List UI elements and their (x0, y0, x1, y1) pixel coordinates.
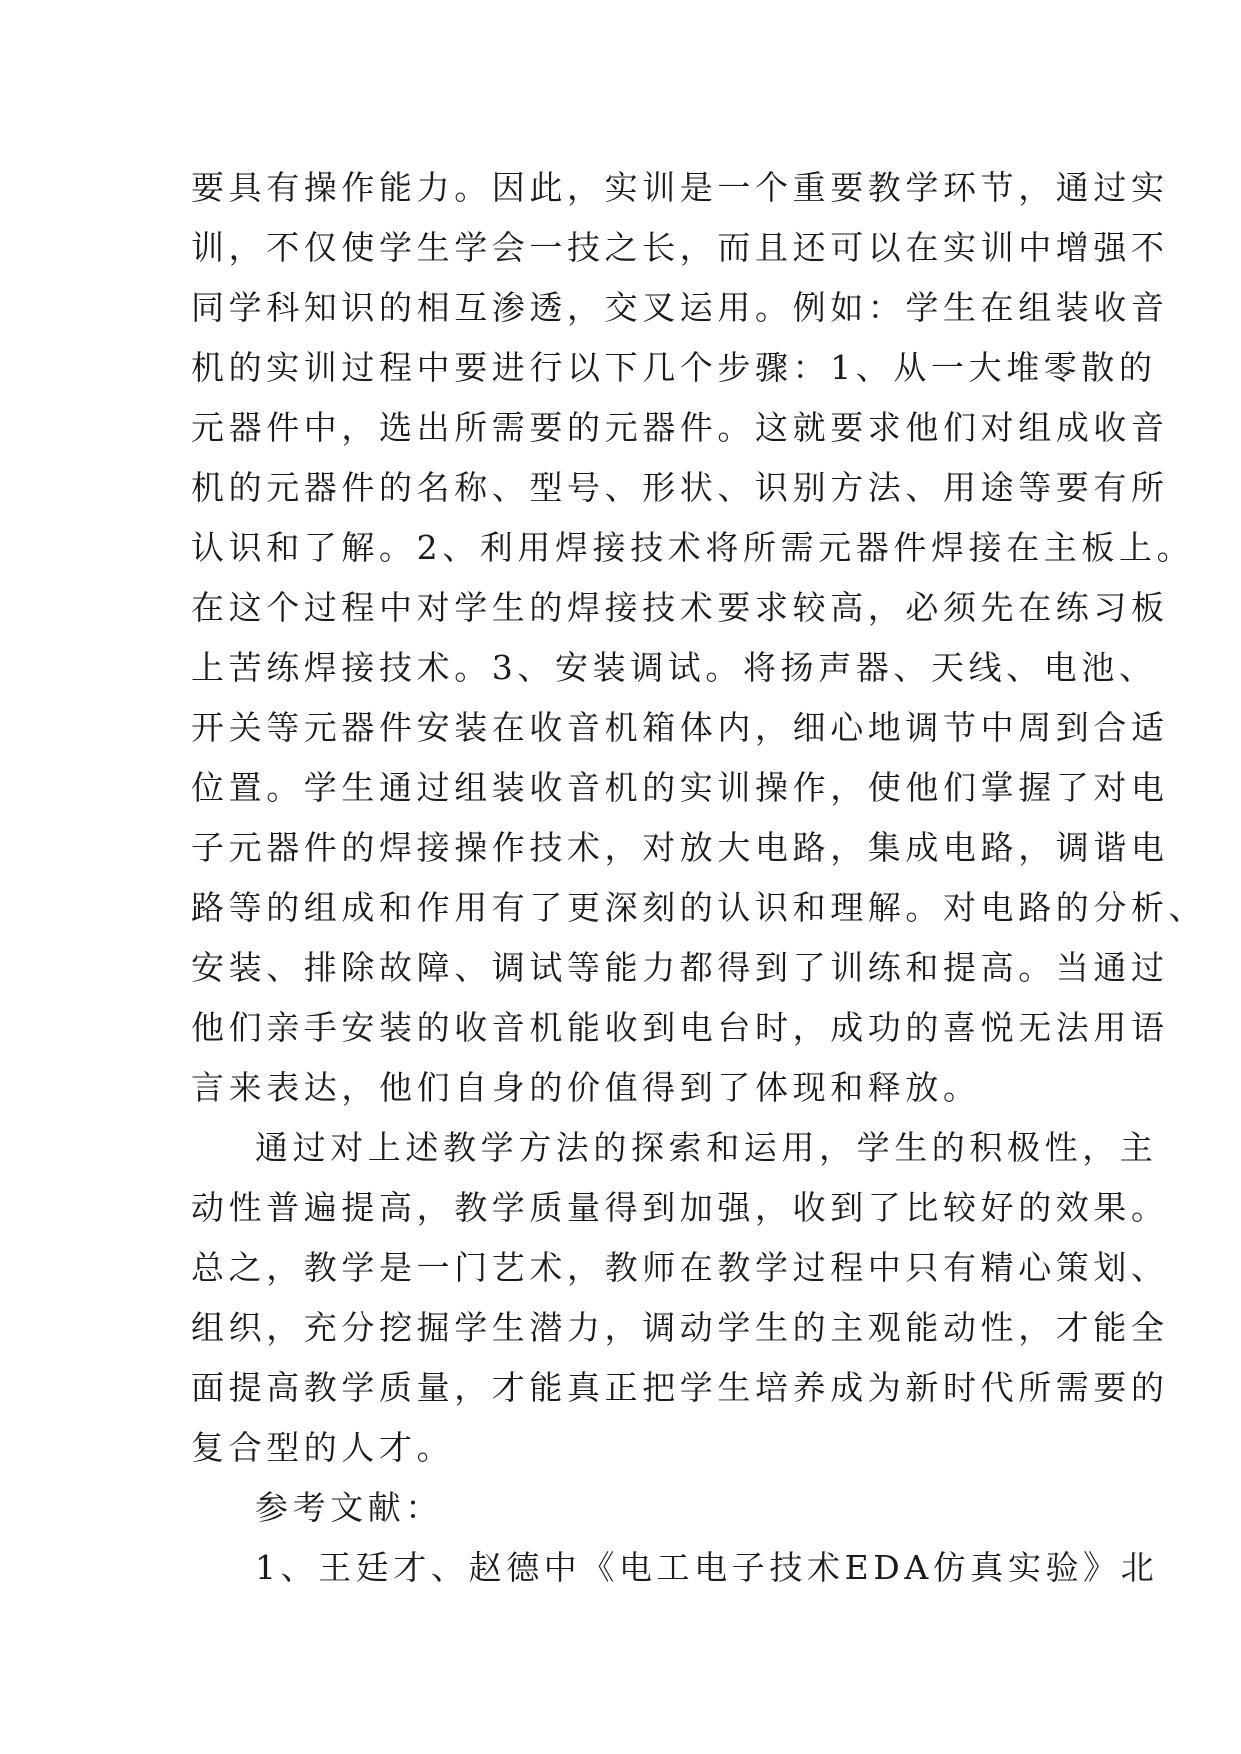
text-line: 面提高教学质量，才能真正把学生培养成为新时代所需要的 (191, 1368, 1169, 1407)
text-line: 机的实训过程中要进行以下几个步骤：1、从一大堆零散的 (191, 348, 1157, 387)
references-heading: 参考文献： (255, 1488, 443, 1527)
reference-item: 1、王廷才、赵德中《电工电子技术EDA仿真实验》北 (255, 1548, 1159, 1587)
text-line: 要具有操作能力。因此，实训是一个重要教学环节，通过实 (191, 168, 1169, 207)
text-line: 安装、排除故障、调试等能力都得到了训练和提高。当通过 (191, 948, 1169, 987)
paragraph-first-line: 通过对上述教学方法的探索和运用，学生的积极性，主 (255, 1128, 1158, 1167)
text-line: 开关等元器件安装在收音机箱体内，细心地调节中周到合适 (191, 708, 1169, 747)
text-line: 认识和了解。2、利用焊接技术将所需元器件焊接在主板上。 (191, 528, 1195, 567)
text-line: 位置。学生通过组装收音机的实训操作，使他们掌握了对电 (191, 768, 1169, 807)
text-line: 总之，教学是一门艺术，教师在教学过程中只有精心策划、 (191, 1248, 1169, 1287)
text-line: 动性普遍提高，教学质量得到加强，收到了比较好的效果。 (191, 1188, 1169, 1227)
text-line: 训，不仅使学生学会一技之长，而且还可以在实训中增强不 (191, 228, 1169, 267)
text-line: 言来表达，他们自身的价值得到了体现和释放。 (191, 1068, 981, 1107)
text-line: 机的元器件的名称、型号、形状、识别方法、用途等要有所 (191, 468, 1169, 507)
text-line: 组织，充分挖掘学生潜力，调动学生的主观能动性，才能全 (191, 1308, 1169, 1347)
text-line: 复合型的人才。 (191, 1428, 455, 1467)
text-line: 元器件中，选出所需要的元器件。这就要求他们对组成收音 (191, 408, 1169, 447)
text-line: 同学科知识的相互渗透，交叉运用。例如：学生在组装收音 (191, 288, 1169, 327)
text-line: 路等的组成和作用有了更深刻的认识和理解。对电路的分析、 (191, 888, 1207, 927)
text-line: 子元器件的焊接操作技术，对放大电路，集成电路，调谐电 (191, 828, 1169, 867)
text-line: 上苦练焊接技术。3、安装调试。将扬声器、天线、电池、 (191, 648, 1157, 687)
text-line: 在这个过程中对学生的焊接技术要求较高，必须先在练习板 (191, 588, 1169, 627)
text-line: 他们亲手安装的收音机能收到电台时，成功的喜悦无法用语 (191, 1008, 1169, 1047)
